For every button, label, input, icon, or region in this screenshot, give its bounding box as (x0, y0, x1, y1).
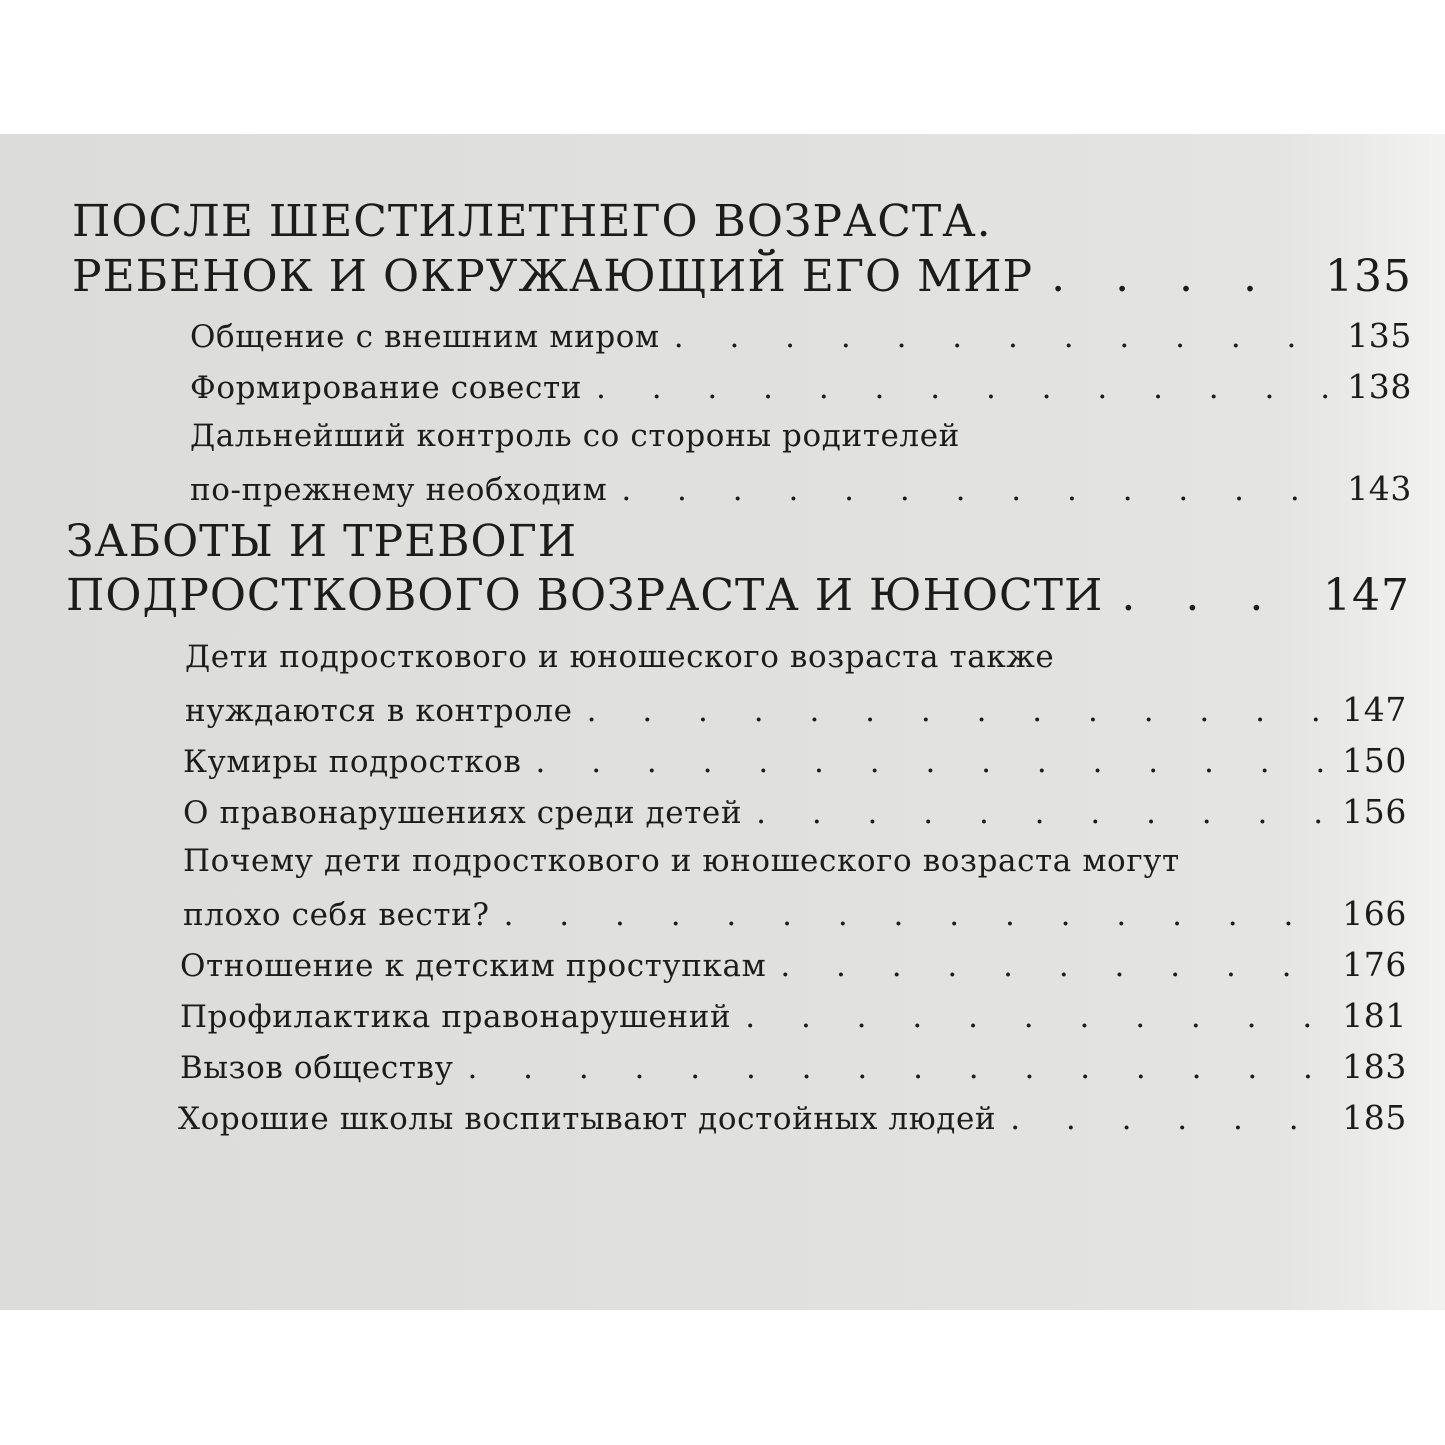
toc-entry (180, 1047, 1407, 1086)
section-title: Общение с внешним миром (190, 319, 660, 355)
section-title: по-прежнему необходим (190, 472, 608, 508)
dot-leader (745, 999, 1328, 1035)
page-number: 150 (1342, 741, 1407, 780)
chapter-title-text: РЕБЕНОК И ОКРУЖАЮЩИЙ ЕГО МИР (72, 251, 1034, 302)
chapter-title-line (66, 516, 577, 567)
page-number: 143 (1347, 469, 1412, 508)
dot-leader (467, 1050, 1328, 1086)
toc-entry (190, 469, 1412, 508)
section-title: Вызов обществу (180, 1050, 454, 1086)
page-number: 138 (1347, 367, 1412, 406)
table-of-contents (0, 134, 1445, 1310)
page-number: 135 (1325, 251, 1412, 302)
chapter-title-text: ЗАБОТЫ И ТРЕВОГИ (66, 516, 578, 567)
page-number: 156 (1342, 792, 1407, 831)
toc-entry (178, 1098, 1407, 1137)
page-number: 147 (1323, 570, 1410, 621)
dot-leader (1121, 570, 1305, 621)
section-title: Почему дети подросткового и юношеского возраста могут (183, 843, 1180, 879)
toc-entry (183, 741, 1407, 780)
dot-leader (780, 948, 1328, 984)
chapter-title-text: ПОДРОСТКОВОГО ВОЗРАСТА И ЮНОСТИ (66, 570, 1104, 621)
dot-leader (756, 795, 1328, 831)
dot-leader (621, 472, 1333, 508)
page-number: 166 (1342, 894, 1407, 933)
page-number: 181 (1342, 996, 1407, 1035)
section-title: Профилактика правонарушений (180, 999, 732, 1035)
section-title: Хорошие школы воспитывают достойных людей (178, 1101, 997, 1137)
section-title: плохо себя вести? (183, 897, 490, 933)
toc-entry (190, 367, 1412, 406)
section-title: Отношение к детским проступкам (180, 948, 767, 984)
dot-leader (1051, 251, 1307, 302)
toc-entry (183, 792, 1407, 831)
toc-entry (180, 945, 1407, 984)
dot-leader (587, 693, 1329, 729)
section-title: Дальнейший контроль со стороны родителей (190, 418, 960, 454)
section-title: Дети подросткового и юношеского возраста также (185, 639, 1055, 675)
chapter-title-text: ПОСЛЕ ШЕСТИЛЕТНЕГО ВОЗРАСТА. (72, 196, 992, 247)
dot-leader (596, 370, 1333, 406)
dot-leader (674, 319, 1333, 355)
toc-entry (185, 690, 1407, 729)
toc-entry-chapter (66, 570, 1410, 621)
section-title: нуждаются в контроле (185, 693, 573, 729)
section-title-line (183, 843, 1180, 879)
section-title-line (185, 639, 1054, 675)
toc-entry (190, 316, 1412, 355)
section-title: О правонарушениях среди детей (183, 795, 743, 831)
page-number: 183 (1342, 1047, 1407, 1086)
toc-entry (183, 894, 1407, 933)
toc-entry-chapter (72, 251, 1412, 302)
page-number: 185 (1342, 1098, 1407, 1137)
page-number: 147 (1342, 690, 1407, 729)
page-number: 176 (1342, 945, 1407, 984)
dot-leader (504, 897, 1329, 933)
book-page (0, 134, 1445, 1310)
dot-leader (536, 744, 1329, 780)
page-number: 135 (1347, 316, 1412, 355)
section-title: Кумиры подростков (183, 744, 522, 780)
section-title: Формирование совести (190, 370, 582, 406)
toc-entry (180, 996, 1407, 1035)
dot-leader (1010, 1101, 1328, 1137)
chapter-title-line (72, 196, 992, 247)
section-title-line (190, 418, 960, 454)
